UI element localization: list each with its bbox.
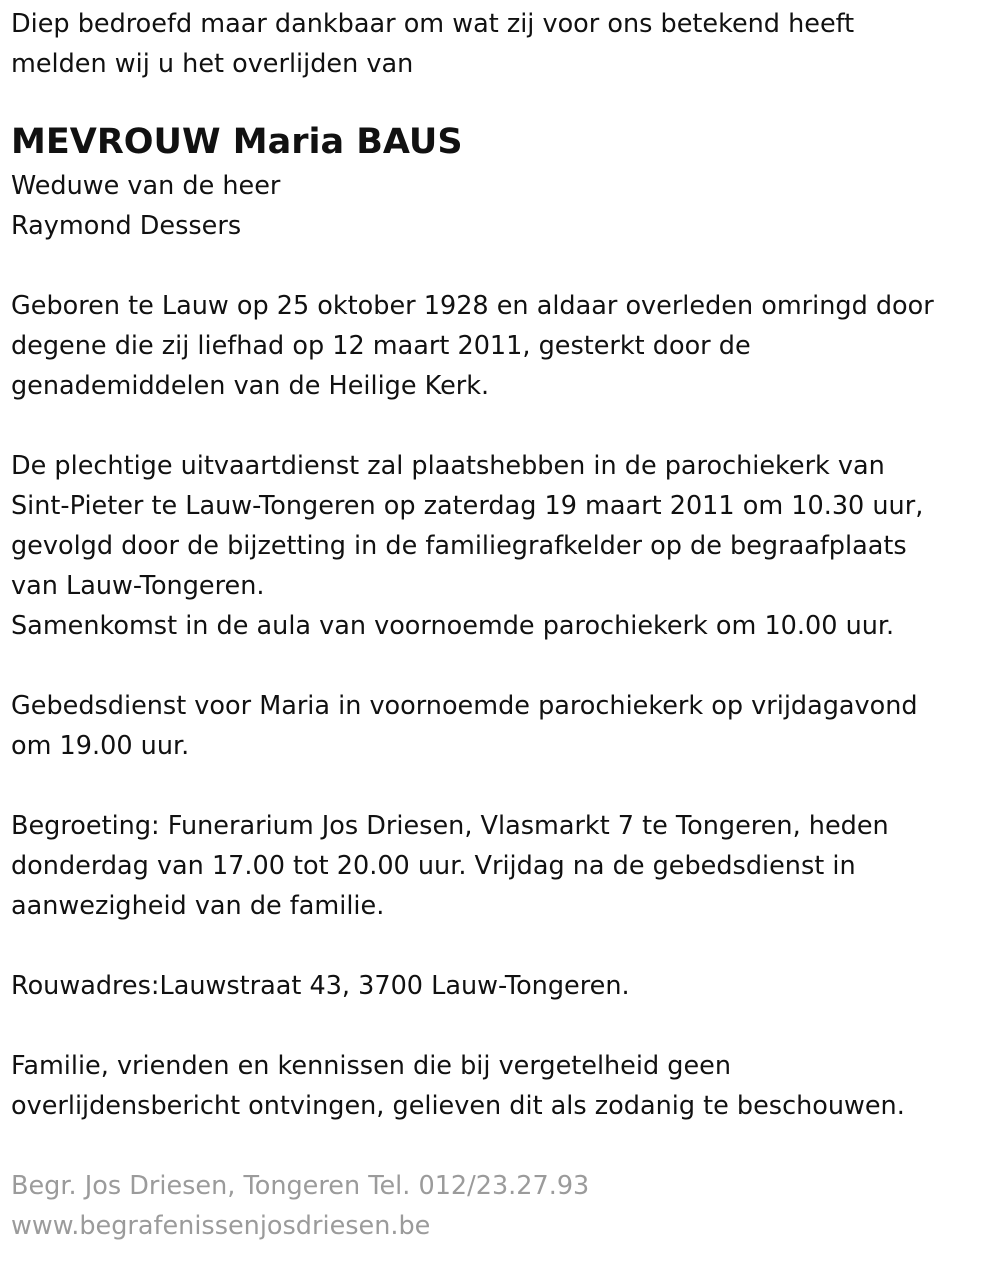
- birth-death-line: degene die zij liefhad op 12 maart 2011, gesterkt door de: [11, 331, 751, 361]
- spouse-paragraph: [11, 166, 991, 246]
- visitation-line: Begroeting: Funerarium Jos Driesen, Vlasmarkt 7 te Tongeren, heden: [11, 811, 889, 841]
- visitation-paragraph: [11, 806, 991, 926]
- visitation-line: donderdag van 17.00 tot 20.00 uur. Vrijdag na de gebedsdienst in: [11, 851, 856, 881]
- funeral-line: van Lauw-Tongeren.: [11, 571, 265, 601]
- intro-line: melden wij u het overlijden van: [11, 49, 414, 79]
- visitation-line: aanwezigheid van de familie.: [11, 891, 385, 921]
- deceased-name: MEVROUW Maria BAUS: [11, 122, 463, 162]
- intro-line: Diep bedroefd maar dankbaar om wat zij voor ons betekend heeft: [11, 9, 855, 39]
- prayer-service-line: om 19.00 uur.: [11, 731, 190, 761]
- closing-line: Familie, vrienden en kennissen die bij vergetelheid geen: [11, 1051, 731, 1081]
- funeral-line: De plechtige uitvaartdienst zal plaatshebben in de parochiekerk van: [11, 451, 885, 481]
- birth-death-paragraph: [11, 286, 991, 406]
- birth-death-line: Geboren te Lauw op 25 oktober 1928 en aldaar overleden omringd door: [11, 291, 934, 321]
- undertaker-website: www.begrafenissenjosdriesen.be: [11, 1211, 431, 1241]
- funeral-line: Sint-Pieter te Lauw-Tongeren op zaterdag 19 maart 2011 om 10.30 uur,: [11, 491, 924, 521]
- spouse-line: Raymond Dessers: [11, 211, 242, 241]
- funeral-line: Samenkomst in de aula van voornoemde parochiekerk om 10.00 uur.: [11, 611, 895, 641]
- intro-paragraph: [11, 4, 991, 84]
- funeral-line: gevolgd door de bijzetting in de familiegrafkelder op de begraafplaats: [11, 531, 907, 561]
- prayer-service-line: Gebedsdienst voor Maria in voornoemde parochiekerk op vrijdagavond: [11, 691, 918, 721]
- closing-paragraph: [11, 1046, 991, 1126]
- prayer-service-paragraph: [11, 686, 991, 766]
- closing-line: overlijdensbericht ontvingen, gelieven dit als zodanig te beschouwen.: [11, 1091, 905, 1121]
- obituary-document: [11, 4, 991, 1246]
- spouse-line: Weduwe van de heer: [11, 171, 281, 201]
- birth-death-line: genademiddelen van de Heilige Kerk.: [11, 371, 490, 401]
- undertaker-contact: Begr. Jos Driesen, Tongeren Tel. 012/23.27.93: [11, 1171, 590, 1201]
- undertaker-footer: [11, 1166, 991, 1246]
- funeral-paragraph: [11, 446, 991, 646]
- mourning-address: Rouwadres:Lauwstraat 43, 3700 Lauw-Tongeren.: [11, 971, 630, 1001]
